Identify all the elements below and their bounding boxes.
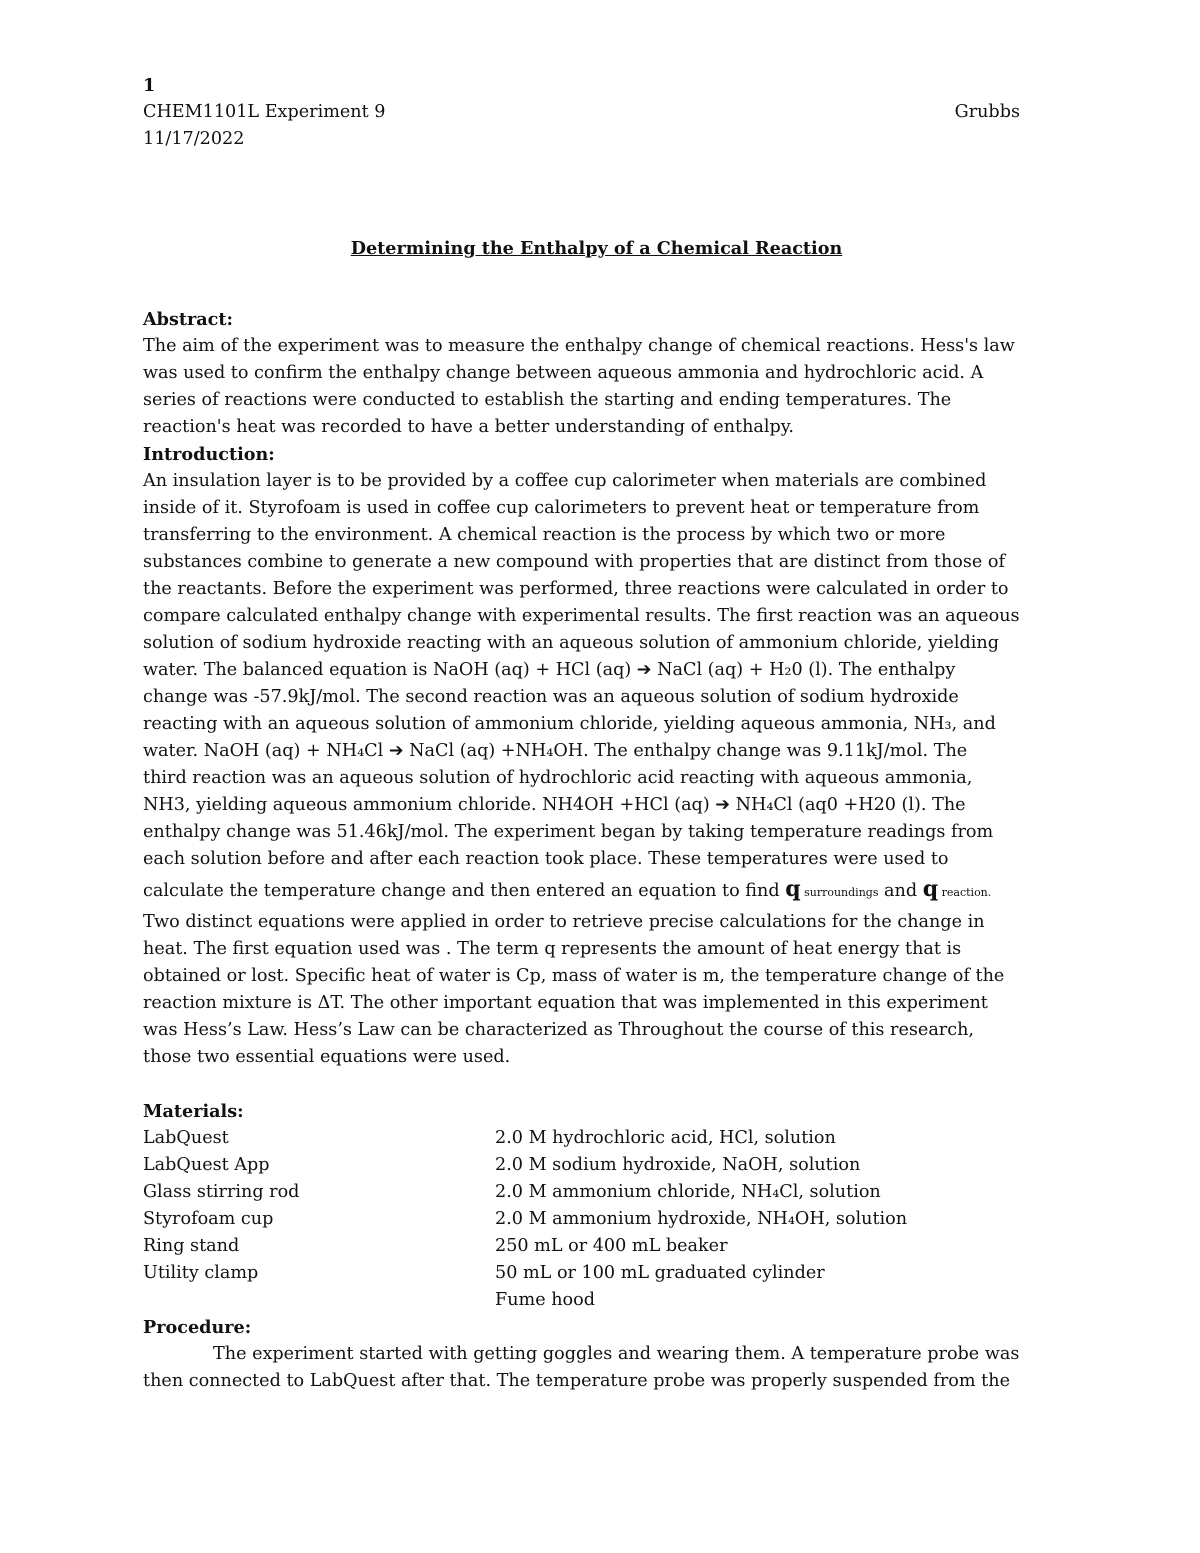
q-subscript-surroundings: surroundings bbox=[800, 886, 879, 899]
introduction-line: those two essential equations were used. bbox=[143, 1047, 511, 1067]
procedure-paragraph bbox=[143, 1341, 1058, 1395]
document-page bbox=[143, 72, 1058, 1395]
q-symbol: q bbox=[785, 876, 801, 902]
introduction-line: substances combine to generate a new compound with properties that are distinct from those of bbox=[143, 552, 1006, 572]
introduction-line: transferring to the environment. A chemical reaction is the process by which two or more bbox=[143, 525, 946, 545]
material-item: 50 mL or 100 mL graduated cylinder bbox=[495, 1263, 825, 1283]
material-item: Fume hood bbox=[495, 1290, 596, 1310]
material-item: Utility clamp bbox=[143, 1263, 259, 1283]
author-name: Grubbs bbox=[954, 102, 1020, 122]
introduction-line: heat. The first equation used was . The term q represents the amount of heat energy that is bbox=[143, 939, 962, 959]
material-item: 2.0 M ammonium hydroxide, NH₄OH, solution bbox=[495, 1209, 908, 1229]
introduction-line: solution of sodium hydroxide reacting with an aqueous solution of ammonium chloride, yielding bbox=[143, 633, 1000, 653]
material-item: Glass stirring rod bbox=[143, 1182, 300, 1202]
introduction-paragraph bbox=[143, 468, 1058, 1071]
introduction-heading: Introduction: bbox=[143, 444, 275, 465]
document-header bbox=[143, 99, 1058, 126]
introduction-line: water. NaOH (aq) + NH₄Cl ➔ NaCl (aq) +NH₄OH. The enthalpy change was 9.11kJ/mol. The bbox=[143, 741, 968, 761]
material-item: Ring stand bbox=[143, 1236, 240, 1256]
introduction-line: was Hess’s Law. Hess’s Law can be characterized as Throughout the course of this research, bbox=[143, 1020, 974, 1040]
introduction-line: change was -57.9kJ/mol. The second reaction was an aqueous solution of sodium hydroxide bbox=[143, 687, 959, 707]
q-subscript-reaction: reaction. bbox=[938, 886, 992, 899]
introduction-line: An insulation layer is to be provided by a coffee cup calorimeter when materials are combined bbox=[143, 471, 987, 491]
introduction-line: NH3, yielding aqueous ammonium chloride. NH4OH +HCl (aq) ➔ NH₄Cl (aq0 +H20 (l). The bbox=[143, 795, 966, 815]
table-row bbox=[143, 1233, 1058, 1260]
document-date: 11/17/2022 bbox=[143, 129, 245, 149]
table-row bbox=[143, 1179, 1058, 1206]
introduction-line: Two distinct equations were applied in order to retrieve precise calculations for the change in bbox=[143, 912, 985, 932]
introduction-line: reaction mixture is ΔT. The other important equation that was implemented in this experiment bbox=[143, 993, 988, 1013]
material-item: LabQuest App bbox=[143, 1155, 270, 1175]
table-row bbox=[143, 1206, 1058, 1233]
abstract-line: The aim of the experiment was to measure the enthalpy change of chemical reactions. Hess's law bbox=[143, 336, 1015, 356]
material-item: 2.0 M sodium hydroxide, NaOH, solution bbox=[495, 1155, 861, 1175]
abstract-line: series of reactions were conducted to establish the starting and ending temperatures. The bbox=[143, 390, 952, 410]
course-label: CHEM1101L Experiment 9 bbox=[143, 102, 386, 122]
introduction-line: inside of it. Styrofoam is used in coffee cup calorimeters to prevent heat or temperature from bbox=[143, 498, 980, 518]
materials-table bbox=[143, 1125, 1058, 1314]
abstract-heading: Abstract: bbox=[143, 309, 233, 330]
document-title: Determining the Enthalpy of a Chemical Reaction bbox=[350, 238, 843, 259]
introduction-line: reacting with an aqueous solution of ammonium chloride, yielding aqueous ammonia, NH₃, and bbox=[143, 714, 996, 734]
abstract-paragraph bbox=[143, 333, 1058, 441]
introduction-q-line bbox=[143, 873, 1058, 909]
procedure-line: The experiment started with getting goggles and wearing them. A temperature probe was bbox=[213, 1344, 1020, 1364]
material-item bbox=[143, 1287, 495, 1314]
table-row bbox=[143, 1287, 1058, 1314]
material-item: 250 mL or 400 mL beaker bbox=[495, 1236, 728, 1256]
materials-heading: Materials: bbox=[143, 1101, 244, 1122]
abstract-line: reaction's heat was recorded to have a better understanding of enthalpy. bbox=[143, 417, 795, 437]
q-line-connector: and bbox=[878, 881, 923, 901]
introduction-line: water. The balanced equation is NaOH (aq) + HCl (aq) ➔ NaCl (aq) + H₂0 (l). The enthalpy bbox=[143, 660, 956, 680]
introduction-line: enthalpy change was 51.46kJ/mol. The experiment began by taking temperature readings from bbox=[143, 822, 994, 842]
q-line-text: calculate the temperature change and then entered an equation to find bbox=[143, 881, 786, 901]
material-item: Styrofoam cup bbox=[143, 1209, 274, 1229]
material-item: LabQuest bbox=[143, 1128, 229, 1148]
material-item: 2.0 M ammonium chloride, NH₄Cl, solution bbox=[495, 1182, 881, 1202]
material-item: 2.0 M hydrochloric acid, HCl, solution bbox=[495, 1128, 836, 1148]
introduction-line: obtained or lost. Specific heat of water is Cp, mass of water is m, the temperature change of the bbox=[143, 966, 1005, 986]
table-row bbox=[143, 1152, 1058, 1179]
abstract-line: was used to confirm the enthalpy change between aqueous ammonia and hydrochloric acid. A bbox=[143, 363, 984, 383]
introduction-line: third reaction was an aqueous solution of hydrochloric acid reacting with aqueous ammonia, bbox=[143, 768, 973, 788]
table-row bbox=[143, 1125, 1058, 1152]
page-number: 1 bbox=[143, 75, 156, 96]
procedure-line: then connected to LabQuest after that. The temperature probe was properly suspended from the bbox=[143, 1371, 1010, 1391]
table-row bbox=[143, 1260, 1058, 1287]
introduction-line: compare calculated enthalpy change with experimental results. The first reaction was an aqueous bbox=[143, 606, 1020, 626]
q-symbol: q bbox=[922, 876, 939, 902]
introduction-line: the reactants. Before the experiment was performed, three reactions were calculated in order to bbox=[143, 579, 1009, 599]
introduction-line: each solution before and after each reaction took place. These temperatures were used to bbox=[143, 849, 949, 869]
procedure-heading: Procedure: bbox=[143, 1317, 252, 1338]
